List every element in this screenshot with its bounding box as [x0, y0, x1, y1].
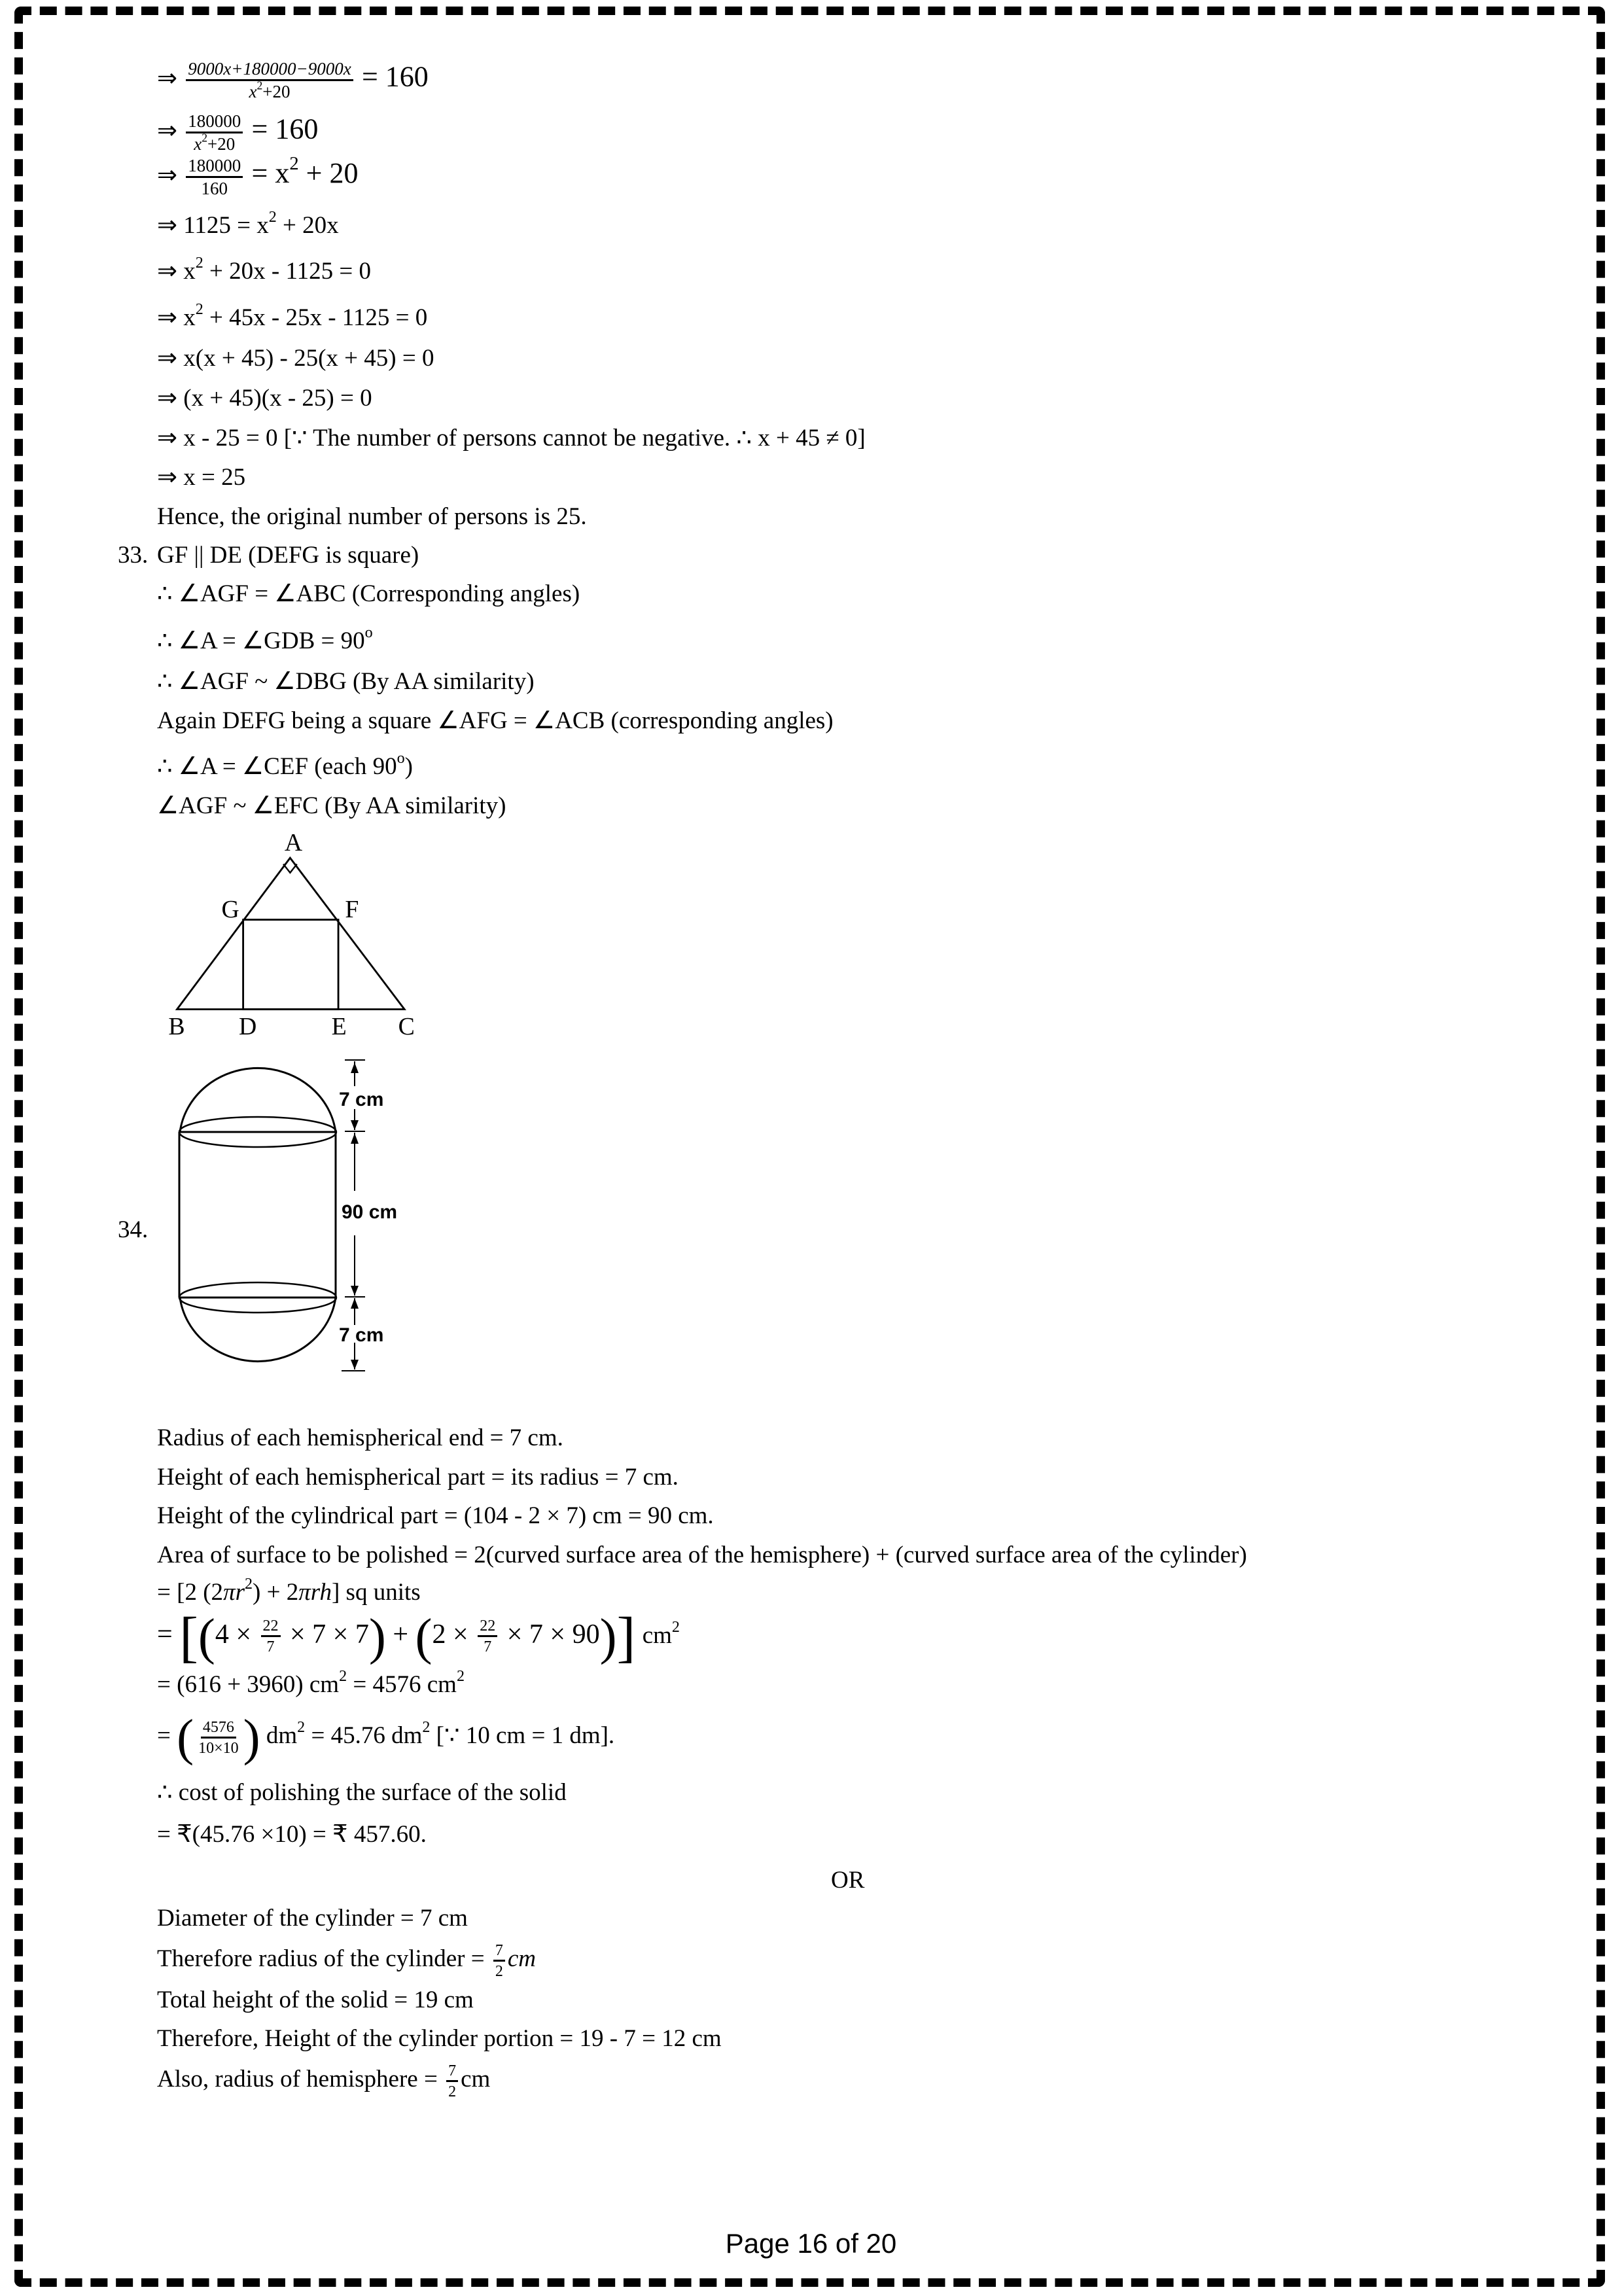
cost-label: ∴ cost of polishing the surface of the solid [157, 1779, 567, 1806]
label-g: G [221, 895, 239, 923]
middle-dimension-label: 90 cm [342, 1201, 398, 1223]
equation-line: ⇒ $1125 = x^2 + 20x$ [157, 209, 339, 239]
page-number-footer: Page 16 of 20 [725, 2228, 897, 2259]
q33-line: ∴ ∠AGF = ∠ABC (Corresponding angles) [157, 580, 580, 607]
rhs: = 160 [251, 113, 319, 145]
implies-symbol: ⇒ [157, 162, 178, 189]
denominator: 160 [201, 179, 228, 198]
q34-line: Height of the cylindrical part = (104 - 2 × 7) cm = 90 cm. [157, 1502, 714, 1529]
numerator: 9000x+180000−9000x [188, 59, 351, 79]
label-c: C [398, 1013, 415, 1041]
den-rest: +20 [262, 82, 291, 101]
q34-line: Height of each hemispherical part = its radius = 7 cm. [157, 1464, 679, 1491]
den-exponent: 2 [256, 79, 263, 92]
q34-line: Area of surface to be polished = 2(curved surface area of the hemisphere) + (curved surface area of the cylinder) [157, 1542, 1247, 1568]
bottom-dimension-label: 7 cm [339, 1324, 384, 1346]
equation-line: ⇒ $x^2 + 20x - 1125 = 0$ [157, 255, 371, 285]
or-separator: OR [831, 1867, 865, 1894]
label-d: D [239, 1013, 257, 1041]
den-exponent: 2 [202, 131, 208, 145]
q33-line: Again DEFG being a square ∠AFG = ∠ACB (corresponding angles) [157, 707, 834, 734]
alt-line: Diameter of the cylinder = 7 cm [157, 1905, 468, 1932]
q33-line: GF || DE (DEFG is square) [157, 542, 419, 569]
rhs: = 160 [361, 60, 429, 93]
den-base: x [194, 134, 202, 154]
top-dimension-label: 7 cm [339, 1089, 384, 1110]
label-b: B [168, 1013, 185, 1041]
q33-line: ∴ ∠AGF ~ ∠DBG (By AA similarity) [157, 668, 535, 695]
q34-line: Radius of each hemispherical end = 7 cm. [157, 1424, 563, 1451]
fraction [186, 113, 243, 153]
equation-line: ⇒ (x + 45)(x - 25) = 0 [157, 385, 372, 412]
equation-line: ⇒ $x^2 + 45x - 25x - 1125 = 0$ [157, 301, 428, 331]
alt-line: Therefore radius of the cylinder = $\frac{7}{2}$ cm [157, 1941, 537, 1980]
numerator: 180000 [186, 157, 243, 178]
equation-step-2 [157, 113, 318, 153]
equation-line: ⇒ x = 25 [157, 464, 246, 491]
alt-line: Total height of the solid = 19 cm [157, 1987, 474, 2013]
alt-line: Therefore, Height of the cylinder portion = 19 - 7 = 12 cm [157, 2025, 722, 2052]
equation-step-1 [157, 60, 429, 101]
label-f: F [345, 895, 359, 923]
rhs-exponent: 2 [289, 154, 299, 175]
q33-line: ∠AGF ~ ∠EFC (By AA similarity) [157, 792, 506, 819]
formula-line: = [2 $(2\pi r^2) + 2\pi rh$] sq units [157, 1576, 421, 1606]
calculation-line: = [(4 × $\frac{22}{7}$ × 7 × 7) + (2 × $\frac{22}{7}$ × 7 × 90)] $cm^2$ [157, 1605, 680, 1669]
rhs-rest: + 20 [298, 157, 359, 190]
numerator: 180000 [186, 113, 243, 133]
alt-line: Also, radius of hemisphere = $\frac{7}{2}$ cm [157, 2062, 491, 2100]
question-number: 33. [118, 542, 149, 569]
q33-line: ∴ ∠A = ∠GDB = $90^o$ [157, 624, 373, 654]
conversion-line: = ( $\frac{4576}{10\times 10}$ ) $dm^2 = 45.76$ $dm^2$ [∵ 10 cm = 1 dm]. [157, 1708, 615, 1766]
label-a: A [284, 828, 303, 857]
sum-line: = (616 + 3960) $cm^2 = 4576$ $cm^2$ [157, 1668, 465, 1698]
fraction [186, 60, 353, 101]
rhs: = x [251, 157, 290, 190]
fraction [186, 157, 243, 198]
den-base: x [249, 82, 257, 101]
equation-line: ⇒ x - 25 = 0 [∵ The number of persons cannot be negative. ∴ x + 45 ≠ 0] [157, 425, 866, 451]
question-number: 34. [118, 1216, 149, 1243]
equation-line: ⇒ x(x + 45) - 25(x + 45) = 0 [157, 345, 434, 372]
label-e: E [331, 1013, 347, 1041]
q33-line: ∴ ∠A = ∠CEF (each 90$^o$) [157, 750, 413, 780]
cost-value: = ₹(45.76 ×10) = ₹ 457.60. [157, 1821, 427, 1848]
capsule-figure [105, 1047, 458, 1420]
den-rest: +20 [207, 134, 236, 154]
triangle-square-figure [150, 826, 438, 1048]
implies-symbol: ⇒ [157, 65, 178, 92]
conclusion-text: Hence, the original number of persons is 25. [157, 503, 587, 530]
equation-step-3 [157, 154, 359, 198]
implies-symbol: ⇒ [157, 117, 178, 145]
